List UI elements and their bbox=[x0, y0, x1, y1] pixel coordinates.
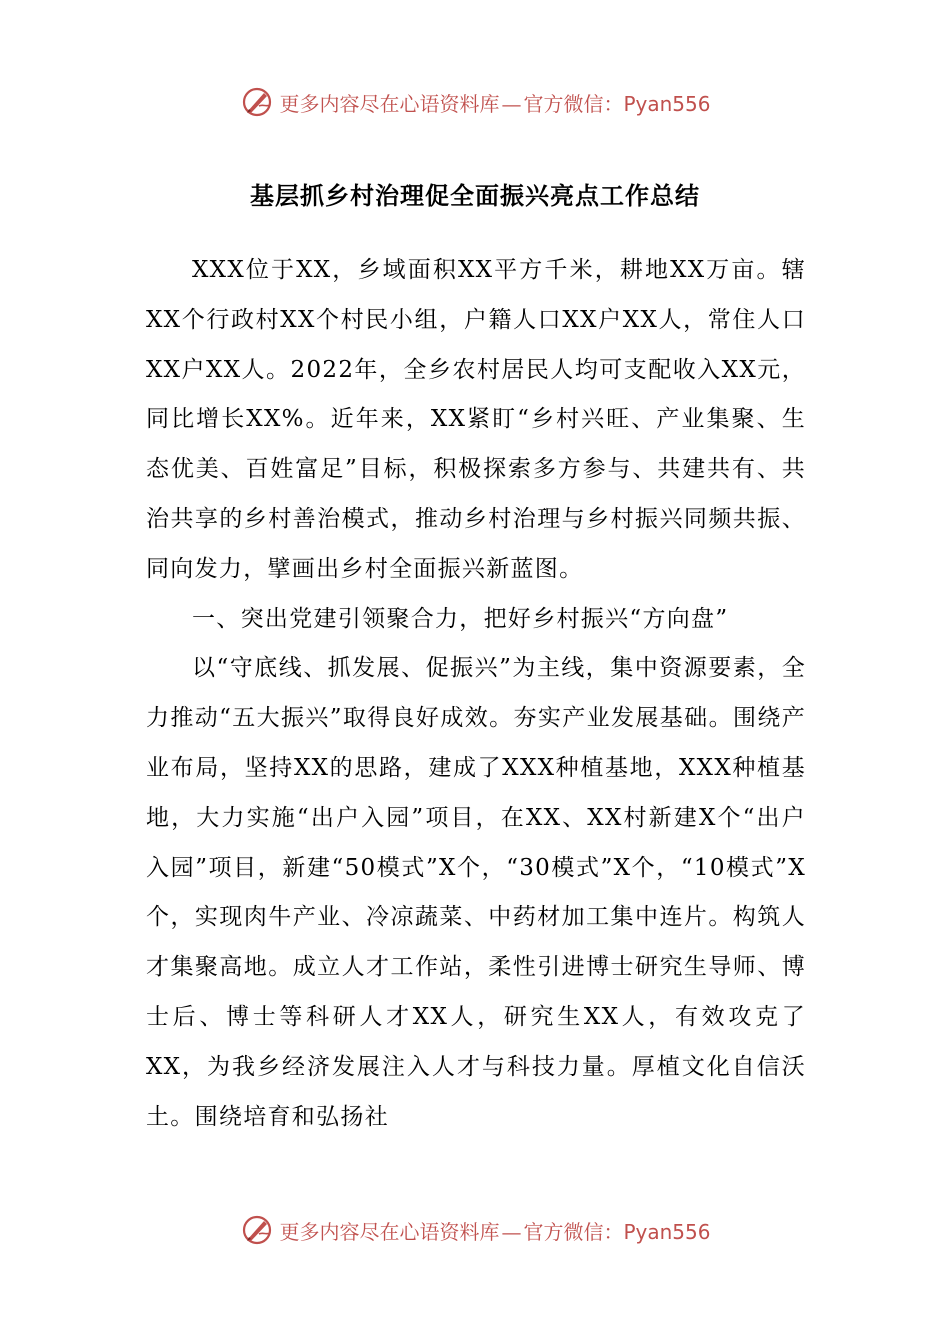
header-wechat-text: 官方微信：Pyan556 bbox=[523, 91, 711, 116]
footer-separator: — bbox=[501, 1219, 522, 1244]
footer-wechat-text: 官方微信：Pyan556 bbox=[523, 1219, 711, 1244]
header-separator: — bbox=[501, 91, 522, 116]
header-site-text: 更多内容尽在心语资料库 bbox=[279, 91, 500, 116]
footer-site-text: 更多内容尽在心语资料库 bbox=[279, 1219, 500, 1244]
paragraph-section-1: 以“守底线、抓发展、促振兴”为主线，集中资源要素，全力推动“五大振兴”取得良好成效。夯实产业发展基础。围绕产业布局，坚持XX的思路，建成了XXX种植基地，XXX种植基地，大力实施“出户入园”项目，在XX、XX村新建X个“出户入园”项目，新建“50模式”X个，“30模式”X个，“10模式”X个，实现肉牛产业、冷凉蔬菜、中药材加工集中连片。构筑人才集聚高地。成立人才工作站，柔性引进博士研究生导师、博士后、博士等科研人才XX人，研究生XX人，有效攻克了XX，为我乡经济发展注入人才与科技力量。厚植文化自信沃土。围绕培育和弘扬社 bbox=[146, 655, 806, 1130]
paragraph-intro: XXX位于XX，乡域面积XX平方千米，耕地XX万亩。辖XX个行政村XX个村民小组，户籍人口XX户XX人，常住人口XX户XX人。2022年，全乡农村居民人均可支配收入XX元，同比增长XX%。近年来，XX紧盯“乡村兴旺、产业集聚、生态优美、百姓富足”目标，积极探索多方参与、共建共有、共治共享的乡村善治模式，推动乡村治理与乡村振兴同频共振、同向发力，擘画出乡村全面振兴新蓝图。 bbox=[146, 257, 806, 582]
document-title: 基层抓乡村治理促全面振兴亮点工作总结 bbox=[250, 182, 700, 210]
footer-banner bbox=[0, 1210, 950, 1250]
header-banner-text bbox=[279, 88, 710, 117]
footer-banner-text bbox=[279, 1216, 710, 1245]
pen-logo-icon bbox=[239, 1212, 275, 1248]
document-body bbox=[146, 246, 806, 1142]
section-heading-1: 一、突出党建引领聚合力，把好乡村振兴“方向盘” bbox=[192, 605, 729, 632]
pen-logo-icon bbox=[239, 84, 275, 120]
header-banner bbox=[0, 82, 950, 122]
